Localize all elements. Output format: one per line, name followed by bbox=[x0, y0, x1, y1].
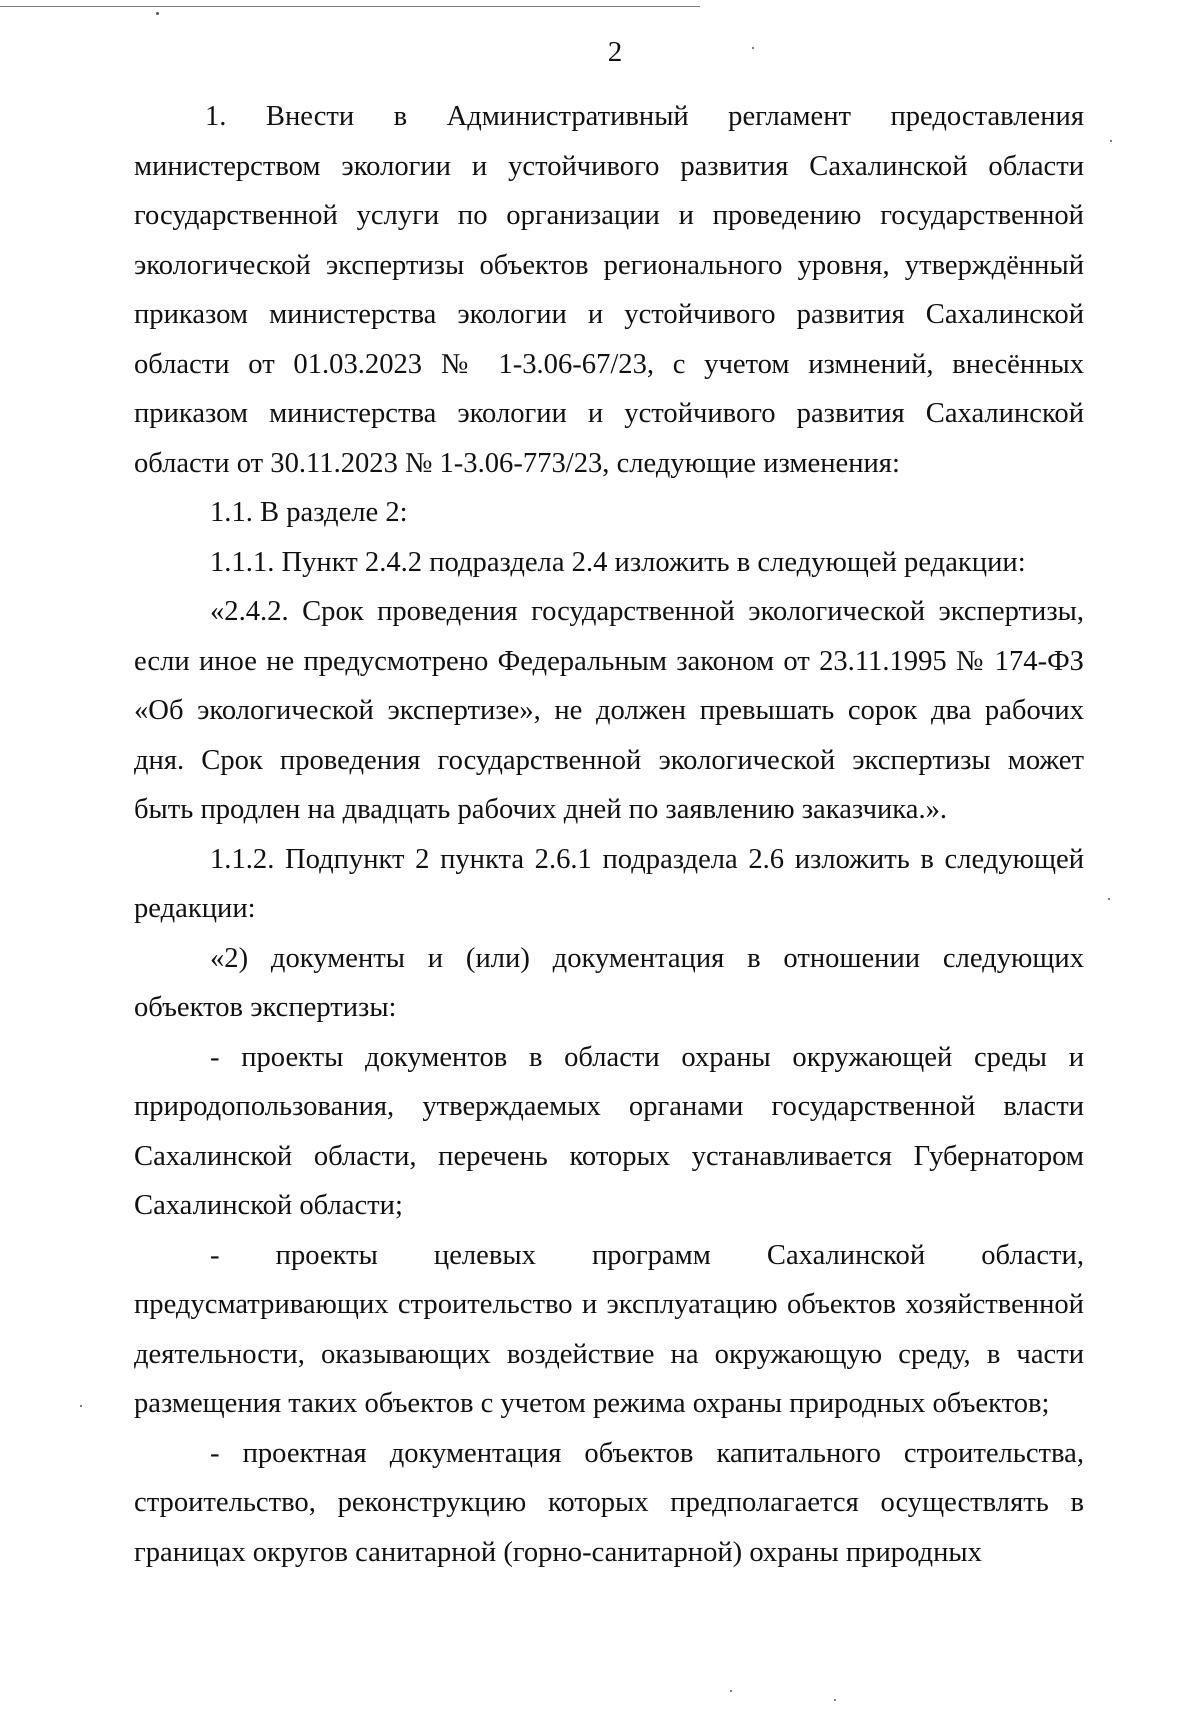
paragraph-2-4-2-quote: «2.4.2. Срок проведения государственной экологической экспертизы, если иное не предусмотрено Федеральным законом от 23.11.1995 № 174-ФЗ «Об экологической экспертизе», не должен превышать сорок два рабочих дня. Срок проведения государственной экологической экспертизы может быть продлен на двадцать рабочих дней по заявлению заказчика.». bbox=[134, 596, 1084, 825]
document-body bbox=[134, 92, 1084, 1577]
scan-speck bbox=[752, 47, 754, 49]
scan-speck bbox=[156, 12, 159, 15]
paragraph-1-intro: 1. Внести в Административный регламент предоставления министерством экологии и устойчивого развития Сахалинской области государственной услуги по организации и проведению государственной экологической экспертизы объектов регионального уровня, утверждённый приказом министерства экологии и устойчивого развития Сахалинской области от 01.03.2023 № 1-3.06-67/23, с учетом измнений, внесённых приказом министерства экологии и устойчивого развития Сахалинской области от 30.11.2023 № 1-3.06-773/23, следующие изменения: bbox=[134, 101, 1084, 479]
scan-speck bbox=[1108, 898, 1110, 900]
paragraph-1-1-2: 1.1.2. Подпункт 2 пункта 2.6.1 подраздела 2.6 изложить в следующей редакции: bbox=[134, 843, 1084, 924]
list-item-programs: - проекты целевых программ Сахалинской области, предусматривающих строительство и эксплуатацию объектов хозяйственной деятельности, оказывающих воздействие на окружающую среду, в части размещения таких объектов с учетом режима охраны природных объектов; bbox=[134, 1239, 1084, 1419]
page-number: 2 bbox=[607, 36, 623, 68]
top-rule bbox=[0, 6, 700, 7]
scan-speck bbox=[730, 1690, 732, 1692]
scan-speck bbox=[834, 1699, 836, 1701]
scan-speck bbox=[80, 1405, 82, 1407]
paragraph-1-1-1: 1.1.1. Пункт 2.4.2 подраздела 2.4 изложить в следующей редакции: bbox=[210, 546, 1026, 578]
list-item-documents: - проекты документов в области охраны окружающей среды и природопользования, утверждаемых органами государственной власти Сахалинской области, перечень которых устанавливается Губернатором Сахалинской области; bbox=[134, 1041, 1084, 1221]
paragraph-1-1: 1.1. В разделе 2: bbox=[210, 497, 408, 528]
scan-speck bbox=[1110, 140, 1112, 142]
list-item-project-documentation: - проектная документация объектов капитального строительства, строительство, реконструкцию которых предполагается осуществлять в границах округов санитарной (горно-санитарной) охраны природных bbox=[134, 1437, 1084, 1568]
paragraph-subpoint-2: «2) документы и (или) документация в отношении следующих объектов экспертизы: bbox=[134, 942, 1084, 1023]
